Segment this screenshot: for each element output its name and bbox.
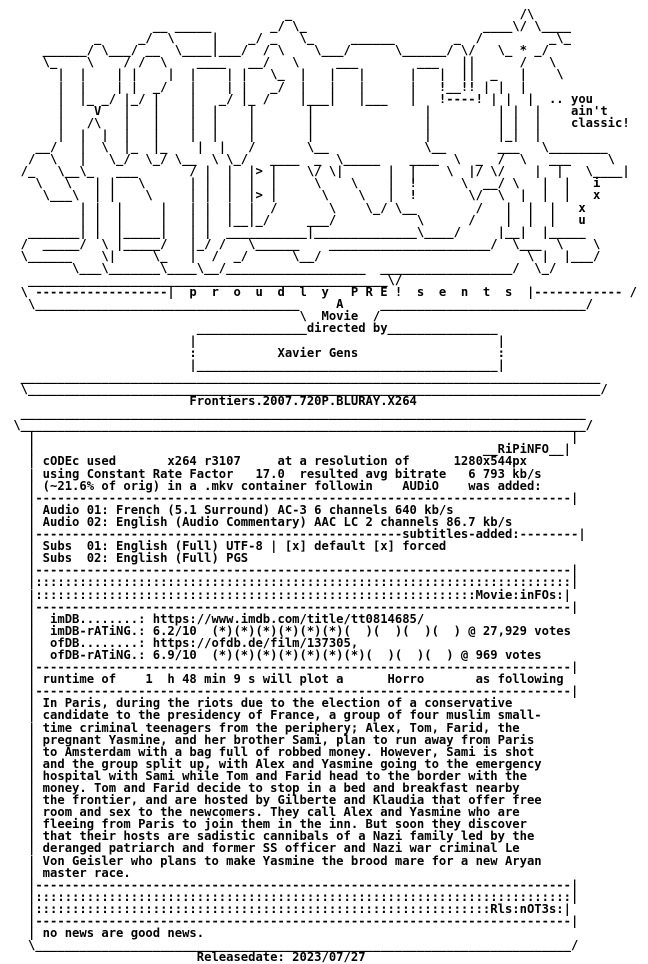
nfo-line: | imDB-rATiNG.: 6.2/10 (*)(*)(*)(*)(*)(*)( )( )( )( ) @ 27,929 votes <box>6 623 571 638</box>
nfo-line: \______ \| \_ | / _/ \__/ \ | |___/ <box>6 248 601 263</box>
nfo-line: |-------------------------------------------------------------------------| <box>6 660 579 675</box>
nfo-line: | that their hosts are sadistic cannibals of a Nazi family led by the <box>6 829 535 844</box>
nfo-line: __/ | \ |_ |_ | | / \__ \__ ___ \________ <box>6 140 608 155</box>
nfo-line: Frontiers.2007.720P.BLURAY.X264 <box>6 394 417 408</box>
nfo-line: |_________________________________________| <box>6 357 505 372</box>
nfo-line: | __RiPiNFO__| <box>6 442 571 457</box>
nfo-line: _ /\ <box>6 7 535 21</box>
nfo-line: \___\ | | \ | | | |> | \ \ | ! \/ \ | | | x <box>6 188 601 203</box>
nfo-line: | money. Tom and Farid decide to stop in a bed and breakfast nearby <box>6 781 520 795</box>
nfo-line: |-------------------------------------------------------------------------| <box>6 914 579 929</box>
nfo-line: |--------------------------------------------------subtitles-added:--------| <box>6 527 586 542</box>
nfo-line: \ \ | | \ | | | | | \ \ | ! \ __/ \ | | i <box>6 176 601 191</box>
nfo-line: | Subs 01: English (Full) UTF-8 | [x] default [x] forced <box>6 539 447 554</box>
nfo-line: | Audio 01: French (5.1 Surround) AC-3 6 channels 640 kb/s <box>6 502 454 517</box>
nfo-line: | time criminal teenagers from the periphery; Alex, Tom, Farid, the <box>6 720 520 735</box>
nfo-line: |-------------------------------------------------------------------------| <box>6 877 579 892</box>
nfo-line: | V | | | | | | | | | | ain't <box>6 103 608 118</box>
nfo-line: __ _____ _/ \_ ____\/ \____ <box>6 19 571 34</box>
nfo-line: _______________________________________________________________________________ <box>6 369 601 384</box>
nfo-line: | In Paris, during the riots due to the election of a conservative <box>6 696 513 711</box>
nfo-line: _______| | |_____| | | ___________|______________\____/ |__| |_____ <box>6 224 586 239</box>
nfo-line: | master race. <box>6 865 131 880</box>
nfo-line: | using Constant Rate Factor 17.0 resulted avg bitrate 6 793 kb/s <box>6 466 542 481</box>
nfo-line: | no news are good news. <box>6 926 205 941</box>
nfo-line: |-------------------------------------------------------------------------| <box>6 599 579 614</box>
nfo-line: \_ \ / / \ ____ __/ \ ___ ___ || / \ <box>6 55 557 70</box>
nfo-line: : Xavier Gens : <box>6 345 505 360</box>
nfo-line: Releasedate: 2023/07/27 <box>6 950 366 964</box>
nfo-line: |::::::::::::::::::::::::::::::::::::::::::::::::::::::::::::::Rls:nOT3s:| <box>6 901 571 916</box>
nfo-line: | imDB........: https://www.imdb.com/title/tt0814685/ <box>6 611 425 626</box>
nfo-line: /_ \__\_ ___ / | | |> | \/ \| | | \ |/ \/ | | \____| <box>6 164 630 179</box>
nfo-line: _______________directed by_______________ <box>6 321 498 336</box>
nfo-line: / \ | \_/ \_/ \__ \ \_/ ____ _ \_____ ____ \ _ / \ ___ \ <box>6 152 616 167</box>
nfo-line: | Audio 02: English (Audio Commentary) AAC LC 2 channels 86.7 kb/s <box>6 514 513 529</box>
nfo-line: | pregnant Yasmine, and her brother Sami, plan to run away from Paris <box>6 732 535 747</box>
nfo-line: _________________________________________________\/ <box>6 273 403 288</box>
nfo-line: | | <box>6 333 505 348</box>
nfo-line: _____________________________________________________________________________ <box>6 406 586 421</box>
nfo-line: |:::::::::::::::::::::::::::::::::::::::::::::::::::::::::::::::::::::::::| <box>6 889 579 904</box>
nfo-line: | Von Geisler who plans to make Yasmine the brood mare for a new Aryan <box>6 853 542 868</box>
nfo-line: | fleeing from Paris to join them in the inn. But soon they discover <box>6 817 527 832</box>
nfo-line: \_________________________________________________________________________/ <box>6 938 579 953</box>
nfo-line: |-------------------------------------------------------------------------| <box>6 490 579 505</box>
nfo-line: | | | | | | | | | | |_| | <box>6 127 542 142</box>
nfo-line: |-------------------------------------------------------------------------| <box>6 563 579 578</box>
nfo-line: | (~21.6% of orig) in a .mkv container followin AUDiO was added: <box>6 478 542 493</box>
nfo-line: | and the group split up, with Alex and Yasmine going to the emergency <box>6 756 542 771</box>
nfo-line: / _____/ \ |_____/ |_/ / \______ ______________________/ \___ \ \ <box>6 236 601 251</box>
nfo-line: | ofDB-rATiNG.: 6.9/10 (*)(*)(*)(*)(*)(*)(*)( )( )( ) @ 969 votes <box>6 647 542 662</box>
nfo-line: | deranged patriarch and former SS officer and Nazi war criminal Le <box>6 841 520 856</box>
nfo-line: | the frontier, and are hosted by Gilberte and Klaudia that offer free <box>6 793 542 808</box>
nfo-line: \______________________________________________________________________________/ <box>6 381 608 396</box>
nfo-line: |::::::::::::::::::::::::::::::::::::::::::::::::::::::::::::Movie:inFOs:| <box>6 587 571 602</box>
nfo-line: | to Amsterdam with a bag full of robbed money. However, Sami is shot <box>6 744 535 759</box>
nfo-line: \ Movie / <box>6 309 381 324</box>
nfo-line: | | | | | | |__|_/ ___/ \ / | | | u <box>6 212 586 227</box>
nfo-line: | cODEc used x264 r3107 at a resolution of 1280x544px <box>6 454 527 469</box>
nfo-line: |:::::::::::::::::::::::::::::::::::::::::::::::::::::::::::::::::::::::::| <box>6 575 579 590</box>
nfo-line: | |_ _/ |_/ | | _/ |_ / |___| |___ | !----! | | | .. you <box>6 91 593 106</box>
nfo-line: | room and sex to the newcomers. They call Alex and Yasmine who are <box>6 805 520 820</box>
nfo-line: | /\ | | | | | | | | | | classic! <box>6 115 630 130</box>
nfo-line: \____________________________________ A ____________________________/ <box>6 297 593 312</box>
nfo-line: | | | | | | | | / \ \_/ \__ / | | | x <box>6 200 586 215</box>
nfo-line: | | | | _/ | | | _/ | | | | !__!! | | | <box>6 79 527 94</box>
nfo-line: | candidate to the presidency of France, a group of four muslim small- <box>6 708 542 723</box>
nfo-line: | ofDB........: https://ofdb.de/film/137305, <box>6 635 359 650</box>
nfo-line: | | <box>6 430 579 445</box>
nfo-line: | | | | | | | | \_ | | | | | || _ | \ <box>6 67 564 82</box>
nfo-line: ______/ \___/ __ \____|___/ / \ \___/ \______/ \/ \_ * _/ <box>6 43 549 58</box>
nfo-line: | hospital with Sami while Tom and Farid head to the border with the <box>6 768 527 783</box>
nfo-line: \ ------------------| p r o u d l y P R E ! s e n t s |------------ / <box>6 285 638 300</box>
nfo-line: | Subs 02: English (Full) PGS <box>6 551 249 566</box>
nfo-line: _ _/ \ | _/ _ \_ ______ _ / _\_ <box>6 31 571 46</box>
nfo-line: |-------------------------------------------------------------------------| <box>6 684 579 699</box>
nfo-line: | runtime of 1 h 48 min 9 s will plot a Horro as following <box>6 672 564 687</box>
nfo-line: \___\_______\____\__/___________________ __________________/ \_/ <box>6 260 557 275</box>
nfo-line: \_____________________________________________________________________________/ <box>6 418 593 433</box>
